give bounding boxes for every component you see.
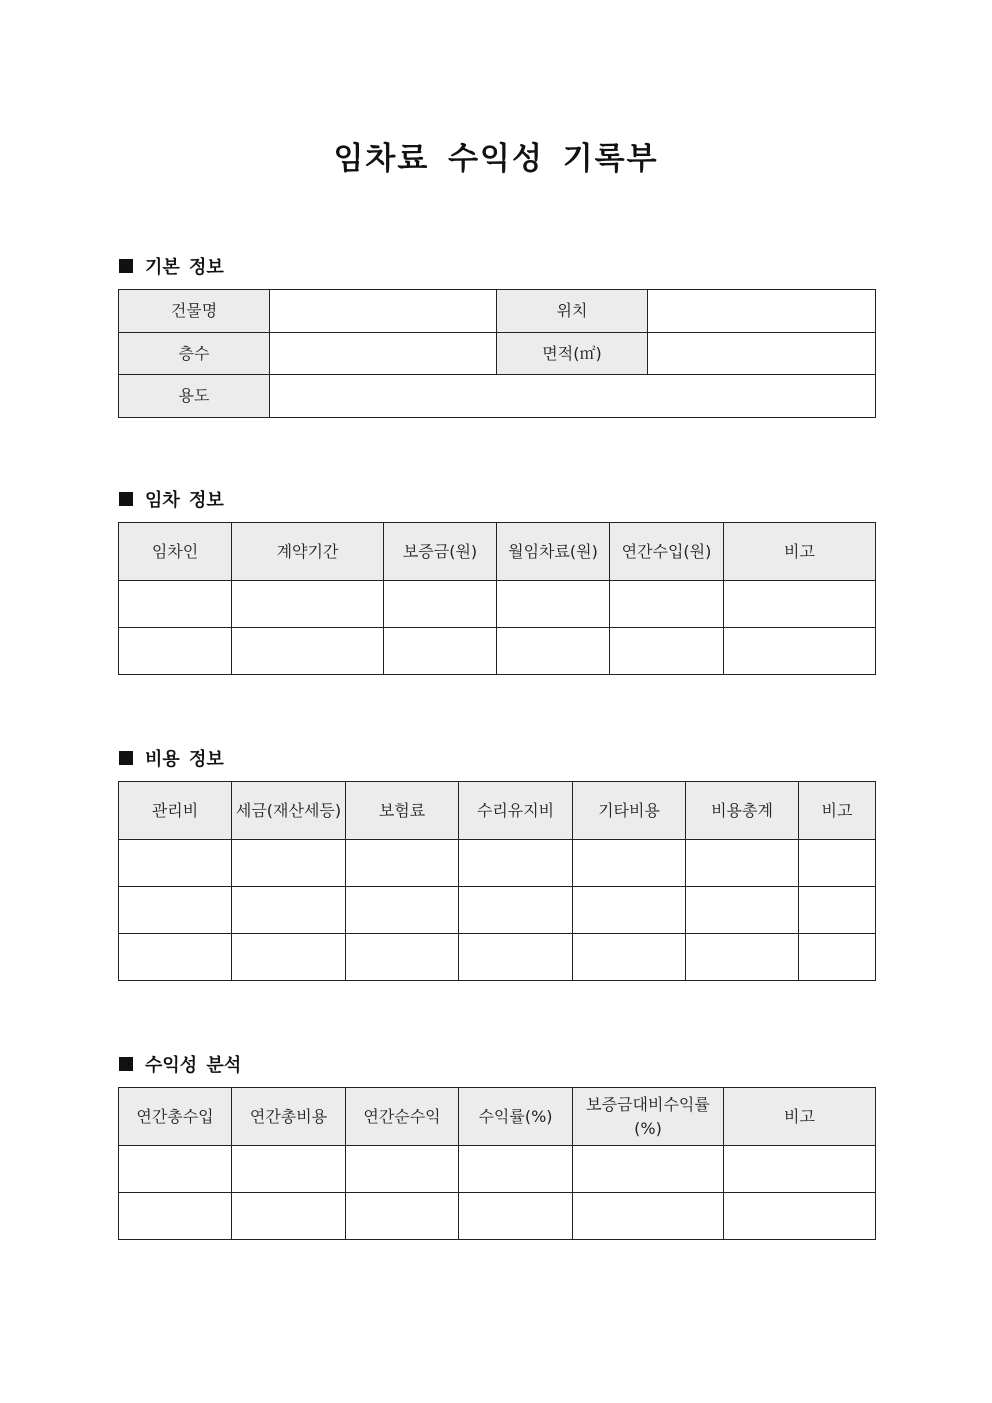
header-tax: 세금(재산세등) [232, 782, 346, 840]
section-heading-basic [119, 253, 224, 279]
lease-info-table [118, 522, 876, 675]
cost-info-table [118, 781, 876, 981]
header-management-fee: 관리비 [119, 782, 232, 840]
header-return-rate: 수익률(%) [459, 1088, 573, 1146]
table-cell[interactable] [686, 840, 799, 887]
use-label: 용도 [119, 375, 270, 418]
table-cell[interactable] [497, 581, 610, 628]
table-row [119, 887, 876, 934]
table-cell[interactable] [724, 1193, 876, 1240]
table-cell[interactable] [573, 934, 686, 981]
table-cell[interactable] [459, 1146, 573, 1193]
table-cell[interactable] [686, 887, 799, 934]
table-cell[interactable] [346, 1193, 459, 1240]
table-cell[interactable] [119, 628, 232, 675]
location-label: 위치 [497, 290, 648, 333]
table-cell[interactable] [119, 581, 232, 628]
table-cell[interactable] [232, 1193, 346, 1240]
table-cell[interactable] [119, 934, 232, 981]
header-contract-period: 계약기간 [232, 523, 384, 581]
profit-analysis-table [118, 1087, 876, 1240]
table-row [119, 1193, 876, 1240]
building-name-field[interactable] [270, 290, 497, 333]
use-field[interactable] [270, 375, 876, 418]
table-cell[interactable] [346, 934, 459, 981]
table-cell[interactable] [573, 887, 686, 934]
table-row [119, 628, 876, 675]
square-bullet-icon [119, 751, 133, 765]
table-cell[interactable] [232, 887, 346, 934]
section-heading-lease [119, 486, 224, 512]
header-insurance: 보험료 [346, 782, 459, 840]
table-row [119, 290, 876, 333]
table-cell[interactable] [119, 840, 232, 887]
area-label: 면적(㎡) [497, 333, 648, 375]
table-cell[interactable] [724, 628, 876, 675]
table-cell[interactable] [346, 1146, 459, 1193]
section-heading-cost [119, 745, 224, 771]
header-total-costs: 비용총계 [686, 782, 799, 840]
table-cell[interactable] [346, 887, 459, 934]
header-remarks: 비고 [724, 523, 876, 581]
section-heading-profit [119, 1051, 241, 1077]
building-name-label: 건물명 [119, 290, 270, 333]
table-cell[interactable] [799, 934, 876, 981]
header-deposit-return-rate: 보증금대비수익률(%) [573, 1088, 724, 1146]
table-cell[interactable] [384, 581, 497, 628]
header-annual-total-income: 연간총수입 [119, 1088, 232, 1146]
header-remarks: 비고 [724, 1088, 876, 1146]
header-monthly-rent: 월임차료(원) [497, 523, 610, 581]
section-heading-lease-text: 임차 정보 [145, 490, 224, 511]
basic-info-table [118, 289, 876, 418]
header-tenant: 임차인 [119, 523, 232, 581]
table-header-row [119, 523, 876, 581]
table-cell[interactable] [573, 1193, 724, 1240]
header-repair: 수리유지비 [459, 782, 573, 840]
square-bullet-icon [119, 492, 133, 506]
location-field[interactable] [648, 290, 876, 333]
header-deposit: 보증금(원) [384, 523, 497, 581]
table-cell[interactable] [459, 934, 573, 981]
table-row [119, 1146, 876, 1193]
table-cell[interactable] [232, 1146, 346, 1193]
table-row [119, 934, 876, 981]
floors-label: 층수 [119, 333, 270, 375]
table-cell[interactable] [119, 1146, 232, 1193]
table-cell[interactable] [799, 887, 876, 934]
table-cell[interactable] [573, 1146, 724, 1193]
table-cell[interactable] [232, 581, 384, 628]
square-bullet-icon [119, 259, 133, 273]
table-row [119, 375, 876, 418]
table-row [119, 333, 876, 375]
table-row [119, 581, 876, 628]
table-cell[interactable] [346, 840, 459, 887]
header-annual-total-cost: 연간총비용 [232, 1088, 346, 1146]
table-cell[interactable] [573, 840, 686, 887]
header-annual-net-profit: 연간순수익 [346, 1088, 459, 1146]
floors-field[interactable] [270, 333, 497, 375]
table-cell[interactable] [686, 934, 799, 981]
table-cell[interactable] [459, 887, 573, 934]
table-cell[interactable] [497, 628, 610, 675]
table-cell[interactable] [232, 628, 384, 675]
table-cell[interactable] [119, 1193, 232, 1240]
page-title: 임차료 수익성 기록부 [333, 141, 659, 177]
table-cell[interactable] [610, 581, 724, 628]
section-heading-basic-text: 기본 정보 [145, 257, 224, 278]
header-other-costs: 기타비용 [573, 782, 686, 840]
table-row [119, 840, 876, 887]
section-heading-cost-text: 비용 정보 [145, 749, 224, 770]
table-cell[interactable] [232, 934, 346, 981]
table-cell[interactable] [724, 581, 876, 628]
square-bullet-icon [119, 1057, 133, 1071]
table-cell[interactable] [610, 628, 724, 675]
table-cell[interactable] [459, 840, 573, 887]
header-annual-income: 연간수입(원) [610, 523, 724, 581]
table-cell[interactable] [459, 1193, 573, 1240]
table-cell[interactable] [232, 840, 346, 887]
table-cell[interactable] [799, 840, 876, 887]
header-remarks: 비고 [799, 782, 876, 840]
table-cell[interactable] [724, 1146, 876, 1193]
area-field[interactable] [648, 333, 876, 375]
table-cell[interactable] [384, 628, 497, 675]
table-header-row [119, 782, 876, 840]
table-cell[interactable] [119, 887, 232, 934]
table-header-row [119, 1088, 876, 1146]
section-heading-profit-text: 수익성 분석 [145, 1055, 242, 1076]
